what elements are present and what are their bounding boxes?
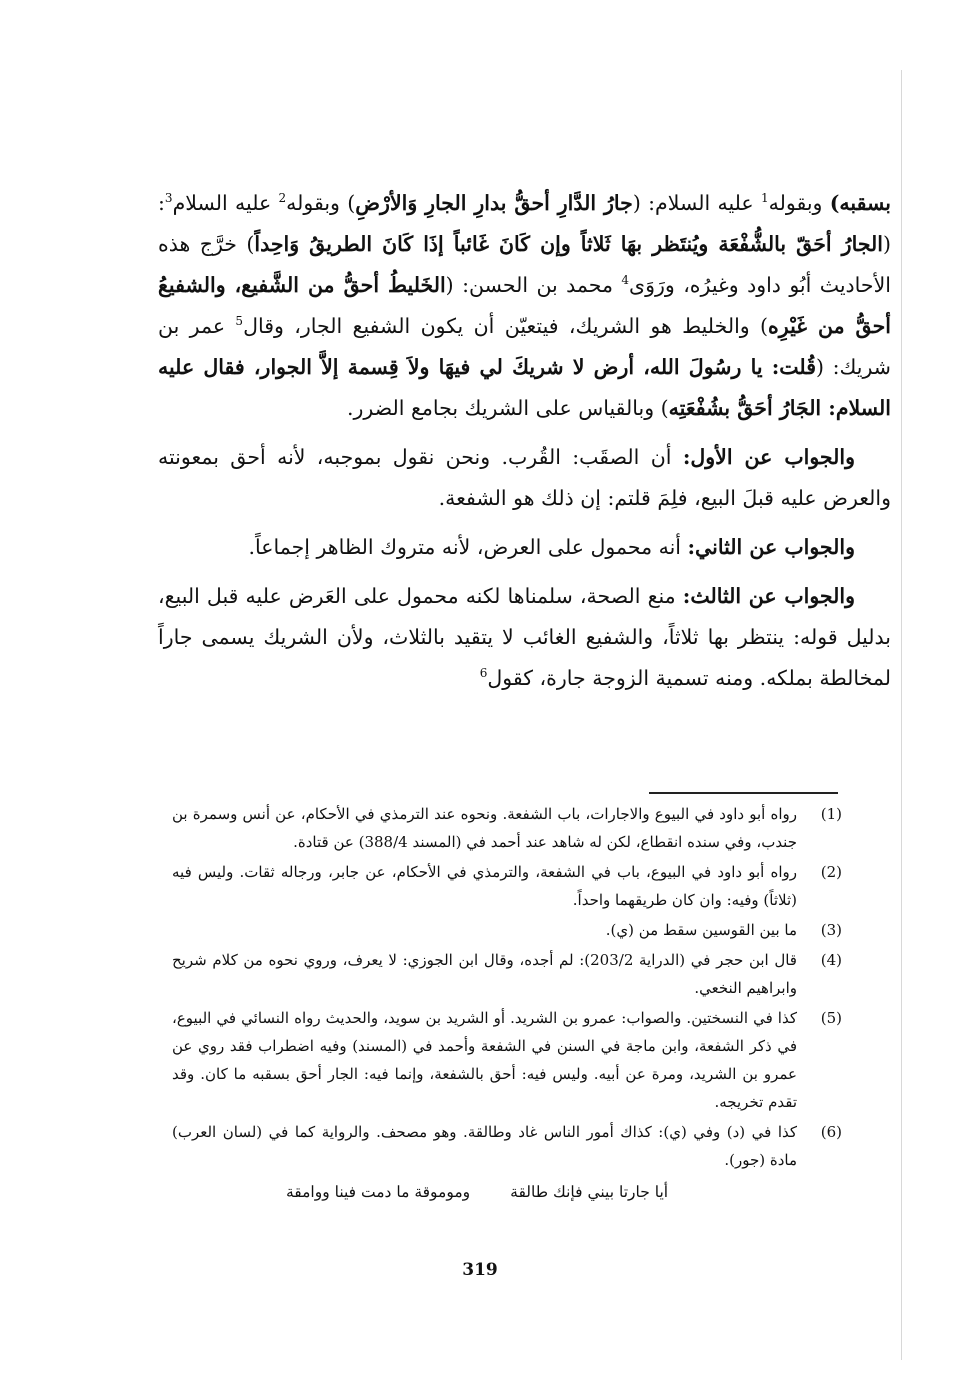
paragraph-1: بسقبه) وبقوله$^1$ عليه السلام: (جارُ الدَّارِ أحقُّ بدارِ الجارِ وَالأرْضِ) وبقوله$^2$ عليه السلام$^3$: (الجارُ أحَقّ بالشُّفْعَة ويُنتَظر بهَا ثَلاثاً وإن كَانَ غَائباً إذَا كَانَ الطريقُ وَاحِداً) خرَّج هذه الأحاديث أبُو داود وغيرُه، ورَوَى$^4$ محمد بن الحسن: (الخَليطُ أحقُّ من الشَّفيع، والشفيعُ أحقُّ من غَيْرِه) والخليط هو الشريك، فيتعيّن أن يكون الشفيع الجار، وقال$^5$ عمر بن شريك: (قُلت: يا رسُولَ الله، أرض لا شريكَ لي فيهَا ولاَ قِسمة إلاَّ الجوار، فقال عليه السلام: الجَارُ أحَقُّ بشُفْعَتِه) وبالقياس على الشريك بجامع الضرر. bbox=[158, 191, 891, 420]
footnote-separator bbox=[649, 792, 838, 794]
footnote bbox=[172, 916, 842, 944]
hadith-text: الخَليطُ أحقُّ من الشَّفيع، والشفيعُ أحقُّ من غَيْرِه bbox=[158, 273, 891, 338]
paragraph-3: والجواب عن الثاني: أنه محمول على العرض، لأنه متروك الظاهر إجماعاً. bbox=[248, 535, 855, 559]
verse-second-hemistich: وموموقة ما دمت فينا ووامقة bbox=[285, 1183, 471, 1201]
footnote bbox=[172, 1118, 842, 1174]
footnote-ref-2: 2 bbox=[278, 191, 287, 206]
footnote bbox=[172, 800, 842, 856]
page-number: 319 bbox=[462, 1260, 498, 1280]
footnotes bbox=[172, 800, 842, 1206]
verse-first-hemistich: أيا جارتا بيني فإنك طالقة bbox=[510, 1183, 669, 1201]
footnote-text: رواه أبو داود في البيوع، باب في الشفعة، والترمذي في الأحكام، عن جابر، ورجاله ثقات. وليس فيه (ثلاثاً) وفيه: وان كان طريقهما واحداً. bbox=[172, 863, 797, 909]
footnote-number: (6) bbox=[820, 1123, 842, 1141]
footnote bbox=[172, 858, 842, 914]
margin-rule bbox=[901, 70, 902, 1360]
answer-heading: والجواب عن الثاني: bbox=[687, 535, 855, 559]
hadith-text: قُلت: يا رسُولَ الله، أرض لا شريكَ لي فيهَا ولاَ قِسمة إلاَّ الجوار، فقال عليه السلام: الجَارُ أحَقُّ بشُفْعَتِه bbox=[158, 355, 891, 420]
footnote-ref-4: 4 bbox=[621, 273, 630, 288]
main-text bbox=[158, 183, 891, 699]
paragraph-2: والجواب عن الأول: أن الصقَب: القُرب. ونحن نقول بموجبه، لأنه أحق بمعونته والعرض عليه قبلَ البيع، فلِمَ قلتم: إن ذلك هو الشفعة. bbox=[158, 445, 891, 510]
footnote-number: (5) bbox=[820, 1009, 842, 1027]
paragraph-4: والجواب عن الثالث: منع الصحة، سلمناها لكنه محمول على العَرض عليه قبل البيع، بدليل قوله: ينتظر بها ثلاثاً، والشفيع الغائب لا يتقيد بالثلاث، ولأن الشريك يسمى جاراً لمخالطة بملكه. ومنه تسمية الزوجة جارة، كقول$^6$ bbox=[158, 584, 891, 690]
footnote-number: (2) bbox=[820, 863, 842, 881]
footnote-ref-6: 6 bbox=[479, 666, 488, 681]
answer-heading: والجواب عن الأول: bbox=[682, 445, 855, 469]
footnote-text: كذا في (د) وفي (ي): كذاك أمور الناس غاد وطالقة. وهو مصحف. والرواية كما في (لسان العرب) مادة (جور). bbox=[172, 1123, 797, 1169]
footnote-text: قال ابن حجر في (الدراية 203/2): لم أجده، وقال ابن الجوزي: لا يعرف، وروي نحوه من كلام شريح وابراهيم النخعي. bbox=[172, 951, 797, 997]
footnote-ref-3: 3 bbox=[164, 191, 173, 206]
footnote-number: (4) bbox=[820, 951, 842, 969]
hadith-text: الجارُ أحَقّ بالشُّفْعَة ويُنتَظر بهَا ثَلاثاً وإن كَانَ غَائباً إذَا كَانَ الطريقُ وَاحِداً bbox=[254, 232, 883, 256]
footnote-text: رواه أبو داود في البيوع والاجارات، باب الشفعة. ونحوه عند الترمذي في الأحكام، عن أنس وسمرة بن جندب، وفي سنده انقطاع، لكن له شاهد عند أحمد في (المسند 388/4) عن قتادة. bbox=[172, 805, 797, 851]
footnote-number: (1) bbox=[820, 805, 842, 823]
poetry-verse bbox=[172, 1178, 842, 1206]
footnote-ref-5: 5 bbox=[235, 314, 244, 329]
footnote bbox=[172, 946, 842, 1002]
hadith-text: جارُ الدَّارِ أحقُّ بدارِ الجارِ وَالأرْضِ bbox=[355, 191, 633, 215]
answer-heading: والجواب عن الثالث: bbox=[682, 584, 855, 608]
footnote-text: كذا في النسختين. والصواب: عمرو بن الشريد. أو الشريد بن سويد، والحديث رواه النسائي في البيوع، في ذكر الشفعة، وابن ماجة في السنن في الشفعة وأحمد في (المسند) وفيه اضطراب فقد روي عن عمرو بن الشريد، ومرة عن أبيه. وليس فيه: أحق بالشفعة، وإنما فيه: الجار أحق بسقبه ما كان. وقد تقدم تخريجه. bbox=[172, 1009, 797, 1111]
footnote-ref-1: 1 bbox=[760, 191, 769, 206]
footnote-text: ما بين القوسين سقط من (ي). bbox=[605, 921, 797, 939]
footnote bbox=[172, 1004, 842, 1116]
footnote-number: (3) bbox=[820, 921, 842, 939]
